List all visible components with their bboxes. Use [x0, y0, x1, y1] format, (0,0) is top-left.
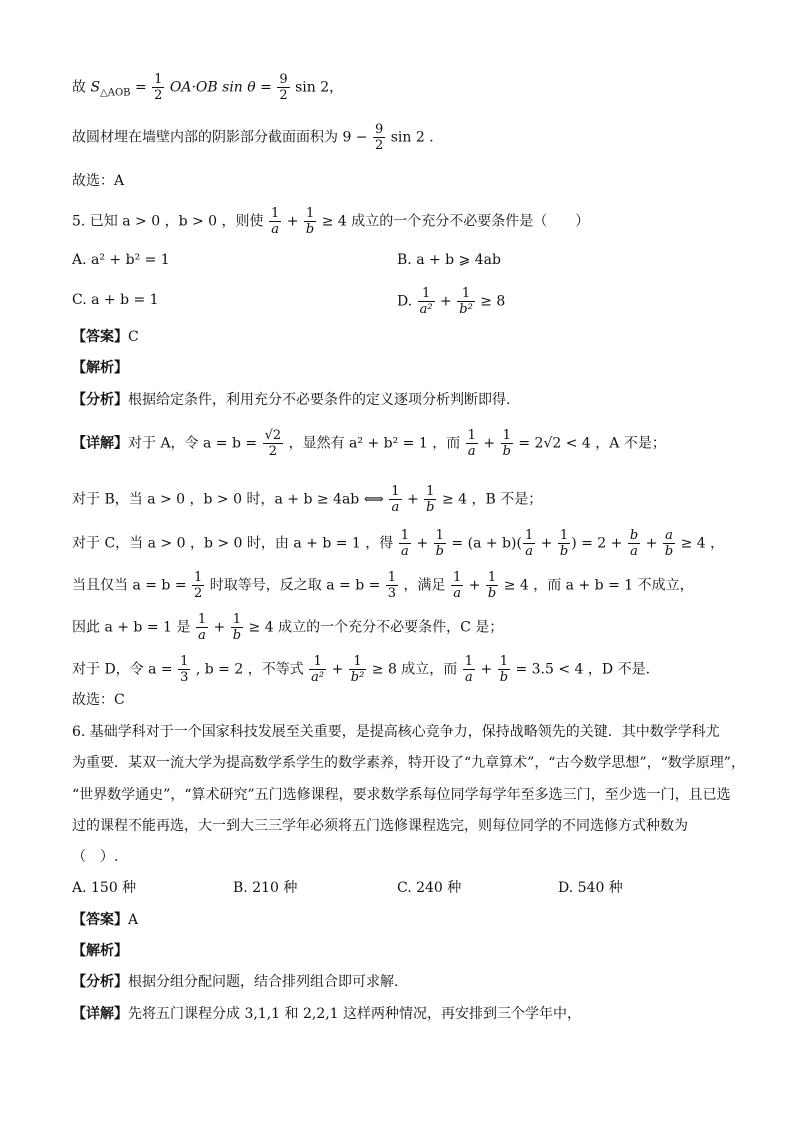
detail-line-4: 当且仅当 a = b = $\frac{1}{2}$ 时取等号，反之取 a = b = $\frac{1}{3}$ ，满足 $\frac{1}{a}$ + $\frac{1}{b}$ ≥ 4 ，而 a + b = 1 不成立，: [72, 570, 694, 601]
fraction: $\frac{1}{3}$: [387, 570, 397, 601]
answer-5: 【答案】C: [72, 329, 139, 345]
option-a: A. 150 种: [72, 880, 137, 896]
detail-line-2: 对于 B，当 a > 0 ，b > 0 时，a + b ≥ 4ab ⟺ $\frac{1}{a}$ + $\frac{1}{b}$ ≥ 4 ，B 不是；: [72, 484, 543, 515]
option-c: C. 240 种: [397, 880, 462, 896]
fraction: $\frac{1}{a}$: [197, 612, 207, 643]
fraction: $\frac{1}{b}$: [305, 206, 315, 237]
fraction: $\frac{1}{a}$: [400, 528, 410, 559]
fraction: $\frac{1}{a}$: [464, 654, 474, 685]
analysis-header-5: 【解析】: [72, 360, 128, 376]
answer-select-4: 故选：A: [72, 173, 125, 189]
fraction: $\frac{a}{b}$: [664, 528, 674, 559]
fraction: $\frac{1}{b}$: [499, 654, 509, 685]
answer-select-5: 故选：C: [72, 692, 125, 708]
fraction: $\frac{√2}{2}$: [264, 428, 282, 459]
fraction: $\frac{9}{2}$: [279, 72, 288, 103]
fraction: $\frac{1}{b}$: [426, 484, 435, 515]
answer-6: 【答案】A: [72, 912, 139, 928]
question-6-line: 为重要．某双一流大学为提高数学系学生的数学素养，特开设了“九章算术”，“古今数学思想”，“数学原理”，: [72, 755, 745, 771]
fraction: $\frac{1}{b}$: [502, 428, 511, 459]
fraction: $\frac{1}{a}$: [452, 570, 462, 601]
fraction: $\frac{1}{2}$: [154, 72, 163, 103]
question-6-line: “世界数学通史”，“算术研究”五门选修课程，要求数学系每位同学每学年至多选三门，至少选一门，且已选: [72, 787, 731, 803]
fraction: $\frac{1}{a}$: [391, 484, 400, 515]
analysis-5: 【分析】根据给定条件，利用充分不必要条件的定义逐项分析判断即得.: [72, 392, 511, 408]
fraction: $\frac{1}{b}$: [435, 528, 444, 559]
fraction: $\frac{b}{a}$: [629, 528, 639, 559]
question-5: 5. 已知 a > 0 ，b > 0 ，则使 $\frac{1}{a}$ + $\frac{1}{b}$ ≥ 4 成立的一个充分不必要条件是（ ）: [72, 206, 590, 237]
fraction: $\frac{1}{3}$: [180, 654, 189, 685]
fraction: $\frac{1}{a}$: [271, 206, 280, 237]
fraction: $\frac{1}{\text{a²}}$: [419, 286, 433, 317]
option-b: B. 210 种: [233, 880, 298, 896]
option-a: A. a² + b² = 1: [72, 252, 170, 268]
detail-line-7: 【详解】先将五门课程分成 3,1,1 和 2,2,1 这样两种情况，再安排到三个学年中，: [72, 1006, 582, 1022]
option-c: C. a + b = 1: [72, 292, 159, 308]
analysis-6: 【分析】根据分组分配问题，结合排列组合即可求解.: [72, 974, 399, 990]
option-b: B. a + b ⩾ 4ab: [397, 252, 501, 268]
option-d: D. $\frac{1}{\text{a²}}$ + $\frac{1}{\text{b²}}$ ≥ 8: [397, 286, 506, 317]
option-d: D. 540 种: [558, 880, 623, 896]
fraction: $\frac{1}{a}$: [524, 528, 534, 559]
detail-line-1: 【详解】对于 A，令 a = b = $\frac{√2}{2}$ ，显然有 a² + b² = 1 ，而 $\frac{1}{a}$ + $\frac{1}{b}$ = 2√2 < 4 ，A 不是；: [72, 428, 666, 459]
fraction: $\frac{1}{a}$: [467, 428, 476, 459]
question-6-line: 6. 基础学科对于一个国家科技发展至关重要，是提高核心竞争力，保持战略领先的关键．其中数学学科尤: [72, 724, 720, 740]
fraction: $\frac{1}{\text{b²}}$: [459, 286, 473, 317]
line-area-formula: 故 $S_{\triangle AOB}$ = $\frac{1}{2}$ OA·OB sin θ = $\frac{9}{2}$ sin 2，: [72, 72, 344, 103]
fraction: $\frac{1}{b}$: [559, 528, 569, 559]
line-shaded-area: 故圆材埋在墙壁内部的阴影部分截面面积为 9 − $\frac{9}{2}$ sin 2 .: [72, 122, 434, 153]
question-6-line: 过的课程不能再选，大一到大三三学年必须将五门选修课程选完，则每位同学的不同选修方式种数为: [72, 818, 688, 834]
fraction: $\frac{1}{\text{a²}}$: [311, 654, 325, 685]
analysis-header-6: 【解析】: [72, 943, 128, 959]
fraction: $\frac{9}{2}$: [375, 122, 384, 153]
fraction: $\frac{1}{b}$: [487, 570, 497, 601]
fraction: $\frac{1}{\text{b²}}$: [350, 654, 365, 685]
detail-line-3: 对于 C，当 a > 0 ，b > 0 时，由 a + b = 1 ，得 $\frac{1}{a}$ + $\frac{1}{b}$ = (a + b)( $\frac{1}{a}$ + $\frac{1}{b}$ ) = 2 + $\frac{b}{a}$ + $\frac{a}{b}$ ≥ 4 ，: [72, 528, 725, 559]
detail-line-5: 因此 a + b = 1 是 $\frac{1}{a}$ + $\frac{1}{b}$ ≥ 4 成立的一个充分不必要条件，C 是；: [72, 612, 504, 643]
fraction: $\frac{1}{2}$: [194, 570, 203, 601]
detail-line-6: 对于 D，令 a = $\frac{1}{3}$ , b = 2 ，不等式 $\frac{1}{\text{a²}}$ + $\frac{1}{\text{b²}}$ ≥ 8 成立，而 $\frac{1}{a}$ + $\frac{1}{b}$ = 3.5 < 4 ，D 不是.: [72, 654, 651, 685]
fraction: $\frac{1}{b}$: [232, 612, 242, 643]
question-6-line: （ ）.: [72, 849, 119, 865]
